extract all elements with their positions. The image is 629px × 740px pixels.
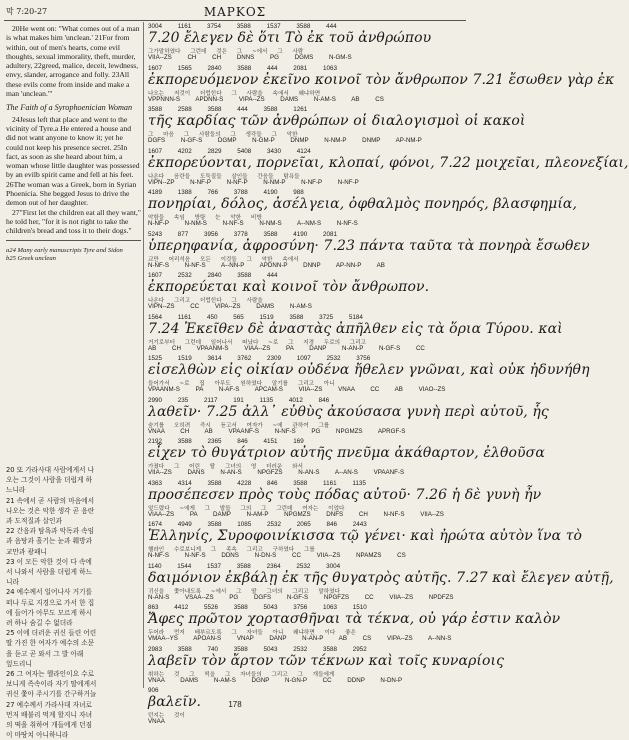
strong-numbers: 1674 4949 3588 1085 2532 2065 846 2443	[148, 521, 367, 528]
strong-numbers: 1525 1519 3614 3762 2309 1097 2532 3756	[148, 355, 371, 362]
parsing-codes: N-NF-P N-NM-S N-NF-S N-NM-S A--NM-S N-NF-S	[148, 220, 358, 227]
greek-text: Ἑλληνίς, Συροφοινίκισσα τῷ γένει· καὶ ἠρώτα αὐτὸν ἵνα τὸ	[148, 528, 583, 544]
greek-text: εἰσελθὼν εἰς οἰκίαν οὐδένα ἤθελεν γνῶναι, καὶ οὐκ ἠδυνήθη	[148, 362, 590, 378]
korean-gloss: 나온다 그리고 더럽힌다 그 사람을	[148, 298, 263, 304]
interlinear-line	[148, 521, 583, 563]
korean-line: 25 이에 더러운 귀신 들린 어린	[6, 629, 97, 638]
korean-line: 과 도적질과 살인과	[6, 517, 62, 526]
korean-line: 딸 가진 한 여자가 예수의 소문	[6, 639, 95, 648]
english-paragraph: 24Jesus left that place and went to the vicinity of Tyre.a He entered a house and did not want anyone to know it; yet he could not keep his presence secret. 25In fact, as soon as she heard about him, a woman whose little daughter was possessed by an evilb spirit came and fell at his feet. 26The woman was a Greek, born in Syrian Phoenicia. She begged Jesus to drive the demon out of her daughter.	[6, 114, 140, 208]
greek-text: λαθεῖν· 7.25 ἀλλ᾽ εὐθὺς ἀκούσασα γυνὴ περὶ αὐτοῦ, ἧς	[148, 403, 549, 420]
korean-gloss: 던지는 것이	[148, 713, 185, 719]
footnote: b25 Greek unclean	[6, 254, 56, 262]
korean-line: 에 들어가 아무도 모르게 하시	[6, 608, 93, 617]
korean-line: 나오는 것은 악한 생각 곧 음란	[6, 506, 95, 515]
korean-line: 24 예수께서 일어나사 거기를	[6, 588, 92, 597]
parsing-codes: VMAA--YS APOAN-S VNAP DANP N-AN-P AB CS VIPA--ZS A--NN-S	[148, 635, 452, 642]
parsing-codes: VPAANM-S PA N-AF-S APCAM-S VIIA--ZS VNAA CC AB VIAO--ZS	[148, 386, 446, 393]
korean-line: 과 음탕과 흘기는 눈과 훼방과	[6, 537, 93, 546]
strong-numbers: 1140 1544 1537 3588 2364 2532 3004	[148, 562, 341, 570]
korean-line: 교만과 광패니	[6, 547, 47, 556]
strong-numbers: 1607 2532 2840 3588 444	[148, 272, 278, 279]
parsing-codes: DGFS N-GF-S DGMP N-GM-P DNMP N-NM-P DNMP AP-NM-P	[148, 137, 422, 144]
interlinear-line	[148, 355, 590, 397]
interlinear-line	[148, 313, 563, 356]
parsing-codes: AB CH VPAANM-S VIAA--ZS PA DANP N-AN-P N-GF-S CC	[148, 344, 425, 352]
korean-line: 떠나 두로 지경으로 가서 한 집	[6, 598, 95, 607]
parsing-codes: VIPN--ZS CC VIPA--ZS DAMS N-AM-S	[148, 303, 312, 310]
korean-line: 21 속에서 곧 사람의 마음에서	[6, 496, 95, 505]
korean-gloss: 들어가서 ~로 집 아무도 원하였다 알기를 그리고 아니	[148, 381, 335, 387]
interlinear-line	[148, 64, 615, 107]
korean-line: 느니라	[6, 486, 26, 495]
korean-gloss: 헬라인 수로보니게 그 족속 그리고 구하였다 그를	[148, 547, 315, 553]
strong-numbers: 2990 235 2117 191 1135 4012 846	[148, 396, 330, 404]
english-paragraph: 27"First let the children eat all they want," he told her, "for it is not right to take the children's bread and toss it to their dogs."	[6, 207, 141, 236]
greek-text: βαλεῖν.	[148, 694, 202, 710]
interlinear-line	[148, 272, 466, 314]
interlinear-line	[148, 147, 629, 190]
korean-line: 먼저 배불리 먹게 할지니 자녀	[6, 710, 93, 719]
interlinear-line	[148, 189, 578, 231]
greek-text: 7.24 Ἐκεῖθεν δὲ ἀναστὰς ἀπῆλθεν εἰς τὰ ὅρια Τύρου. καὶ	[148, 320, 563, 337]
interlinear-line	[148, 23, 466, 65]
strong-numbers: 1607 4202 2829 5408 3430 4124	[148, 147, 311, 155]
verse-reference: 막 7:20-27	[6, 7, 48, 16]
korean-line: 20 또 가라사대 사람에게서 나	[6, 466, 95, 474]
parsing-codes: VIIA--ZS CH CH DNNS PG DGMS N-GM-S	[148, 54, 352, 61]
korean-line: 엎드리니	[6, 659, 32, 668]
parsing-codes: VIIA--ZS DANS N-AN-S NPGFZS N-AN-S A--AN-S VPAANF-S	[148, 469, 405, 476]
korean-gloss: 그 마음 그 사람들의 그 생각들 그 악한	[148, 132, 298, 138]
korean-gloss: 악함들 속임 방탕 눈 악한 비방	[148, 215, 262, 221]
english-paragraph: 20He went on: "What comes out of a man is what makes him 'unclean.' 21For from within, out of men's hearts, come evil thoughts, sexual immorality, theft, murder, adultery, 22greed, malice, deceit, lewdness, envy, slander, arrogance and folly. 23All these evils come from inside and make a man 'unclean.'"	[6, 24, 140, 99]
korean-gloss: 나온다 음란들 도둑질들 살인들 간음들 탐욕들	[148, 173, 300, 180]
interlinear-line	[148, 106, 526, 148]
interlinear-line	[148, 645, 505, 688]
page-number: 178	[228, 700, 242, 709]
korean-gloss: 숨기를 오히려 즉시 듣고서 여자가 ~에 관하여 그를	[148, 422, 330, 429]
korean-gloss: 나오는 저것이 더럽힌다 그 사람을 속에서 왜냐하면	[148, 90, 321, 97]
korean-column	[6, 465, 144, 740]
english-column	[6, 24, 141, 263]
korean-line: 보니게 족속이라 자기 딸에게서	[6, 680, 97, 689]
parsing-codes: VIPN--ZP N-NF-P N-NF-P N-NM-P N-NF-P N-NF-P	[148, 178, 359, 186]
korean-gloss: 엎드렸다 ~에게 그 발들 그의 그 그런데 여자는 이었다	[148, 505, 345, 512]
korean-line: 22 간음과 탐욕과 악독과 속임	[6, 527, 95, 536]
parsing-codes: VNAA DAMS N-AM-S DGNP N-GN-P CC DDNP N-DN-P	[148, 676, 403, 684]
parsing-codes: N-NF-S N-NF-S A--NN-P APDNN-P DNNP AP-NN-P AB	[148, 261, 385, 269]
korean-line: 니라	[6, 578, 19, 587]
korean-line: 의 떡을 취하여 개들에게 던짐	[6, 721, 93, 730]
interlinear-line	[148, 396, 549, 439]
korean-line: 서 나와서 사람을 더럽게 하느	[6, 568, 93, 577]
header-divider	[4, 20, 466, 21]
korean-line: 오는 그것이 사람을 더럽게 하	[6, 476, 93, 485]
strong-numbers: 1564 1161 450 565 1519 3588 3725 5184	[148, 313, 363, 321]
strong-numbers: 3588 2588 3588 444 3588 1261	[148, 106, 308, 113]
greek-text: ὑπερηφανία, ἀφροσύνη· 7.23 πάντα ταῦτα τὰ πονηρὰ ἔσωθεν	[148, 237, 590, 254]
parsing-codes: VNAA CH AB VPAANF-S N-NF-S PG NPGMZS APRGF-S	[148, 427, 406, 435]
strong-numbers: 2983 3588 740 3588 5043 2532 3588 2952	[148, 645, 367, 653]
korean-gloss: 취하는 것 그 떡을 그 자녀들의 그리고 그 개들에게	[148, 671, 335, 678]
parsing-codes: N-AN-S VSAA--ZS PG DGFS N-GF-S NPGFZS CC VIIA--ZS NPDFZS	[148, 593, 454, 601]
strong-numbers: 906	[148, 687, 159, 694]
strong-numbers: 1607 1565 2840 3588 444 2081 1063	[148, 64, 338, 72]
interlinear-line	[148, 604, 561, 646]
greek-text: Ἄφες πρῶτον χορτασθῆναι τὰ τέκνα, οὐ γάρ ἐστιν καλὸν	[148, 611, 561, 627]
korean-gloss: 거기로부터 그런데 일어나서 떠났다 ~로 그 지경 두로의 그리고	[148, 339, 367, 346]
greek-text: ἐκπορεύονται, πορνεῖαι, κλοπαί, φόνοι, 7.22 μοιχεῖαι, πλεονεξίαι,	[148, 154, 629, 171]
korean-line: 27 예수께서 가라사대 자녀로	[6, 700, 92, 709]
korean-gloss: 가졌다 그 어린 딸 그녀의 영 더러운 와서	[148, 464, 303, 470]
footnote: a24 Many early manuscripts Tyre and Sidon	[6, 246, 123, 254]
korean-line: 이 마땅치 아니하니라	[6, 731, 69, 740]
strong-numbers: 4363 4314 3588 4228 846 3588 1161 1135	[148, 479, 366, 487]
korean-line: 23 이 모든 악한 것이 다 속에	[6, 557, 92, 566]
strong-numbers: 4189 1388 766 3788 4190 988	[148, 189, 304, 196]
korean-gloss: 귀신을 쫓아내도록 ~에서 그 딸 그녀의 그리고 말하였다	[148, 588, 341, 595]
korean-line: 26 그 여자는 헬라인이요 수로	[6, 670, 95, 679]
korean-line: 귀신 쫓아 주시기를 간구하거늘	[6, 690, 97, 699]
strong-numbers: 5243 877 3956 3778 3588 4190 2081	[148, 230, 338, 238]
section-heading: The Faith of a Syrophoenician Woman	[6, 103, 133, 113]
greek-text: τῆς καρδίας τῶν ἀνθρώπων οἱ διαλογισμοὶ οἱ κακοὶ	[148, 113, 526, 129]
interlinear-line	[148, 562, 614, 605]
greek-text: εἶχεν τὸ θυγάτριον αὐτῆς πνεῦμα ἀκάθαρτον, ἐλθοῦσα	[148, 445, 545, 461]
korean-gloss: 두어라 먼저 배부르도록 그 자녀들 아니 왜냐하면 이다 좋은	[148, 630, 356, 636]
parsing-codes: N-NF-S N-NF-S DDNS N-DN-S CC VIIA--ZS NPAMZS CS	[148, 552, 406, 559]
strong-numbers: 863 4412 5526 3588 5043 3756 1063 1510	[148, 604, 367, 611]
greek-text: 7.20 ἔλεγεν δὲ ὅτι Τὸ ἐκ τοῦ ἀνθρώπου	[148, 30, 432, 46]
korean-line: 을 듣고 곧 와서 그 발 아래	[6, 649, 84, 658]
column-divider	[143, 22, 144, 688]
strong-numbers: 3004 1161 3754 3588 1537 3588 444	[148, 23, 337, 30]
book-title: ΜΑΡΚΟΣ	[203, 5, 267, 19]
korean-line: 려 하나 숨길 수 없더라	[6, 619, 73, 628]
strong-numbers: 2192 3588 2365 846 4151 169	[148, 438, 304, 445]
footnote-divider	[6, 240, 141, 241]
interlinear-line	[148, 230, 590, 273]
korean-gloss: 교만 어리석음 모든 이것들 그 악한 속에서	[148, 256, 299, 263]
greek-text: προσέπεσεν πρὸς τοὺς πόδας αὐτοῦ· 7.26 ἡ δὲ γυνὴ ἦν	[148, 486, 542, 503]
parsing-codes: VNAA	[148, 718, 165, 725]
greek-text: ἐκπορευόμενον ἐκεῖνο κοινοῖ τὸν ἄνθρωπον 7.21 ἔσωθεν γὰρ ἐκ	[148, 71, 615, 88]
interlinear-line	[148, 479, 542, 522]
korean-gloss: 그가말하였다 그런데 것은 그 ~에서 그 사람	[148, 49, 304, 55]
greek-text: πονηρίαι, δόλος, ἀσέλγεια, ὀφθαλμὸς πονηρός, βλασφημία,	[148, 196, 578, 212]
greek-text: δαιμόνιον ἐκβάλῃ ἐκ τῆς θυγατρὸς αὐτῆς. 7.27 καὶ ἔλεγεν αὐτῇ,	[148, 569, 614, 586]
interlinear-text	[148, 23, 629, 729]
parsing-codes: VIAA--ZS PA DAMP N-AM-P NPGMZS DNFS CH N-NF-S VIIA--ZS	[148, 510, 444, 518]
interlinear-line	[148, 438, 545, 480]
parsing-codes: VPPNNN-S APDNN-S VIPA--ZS DAMS N-AM-S AB CS	[148, 95, 384, 103]
greek-text: λαβεῖν τὸν ἄρτον τῶν τέκνων καὶ τοῖς κυναρίοις	[148, 652, 505, 669]
greek-text: ἐκπορεύεται καὶ κοινοῖ τὸν ἄνθρωπον.	[148, 279, 430, 295]
